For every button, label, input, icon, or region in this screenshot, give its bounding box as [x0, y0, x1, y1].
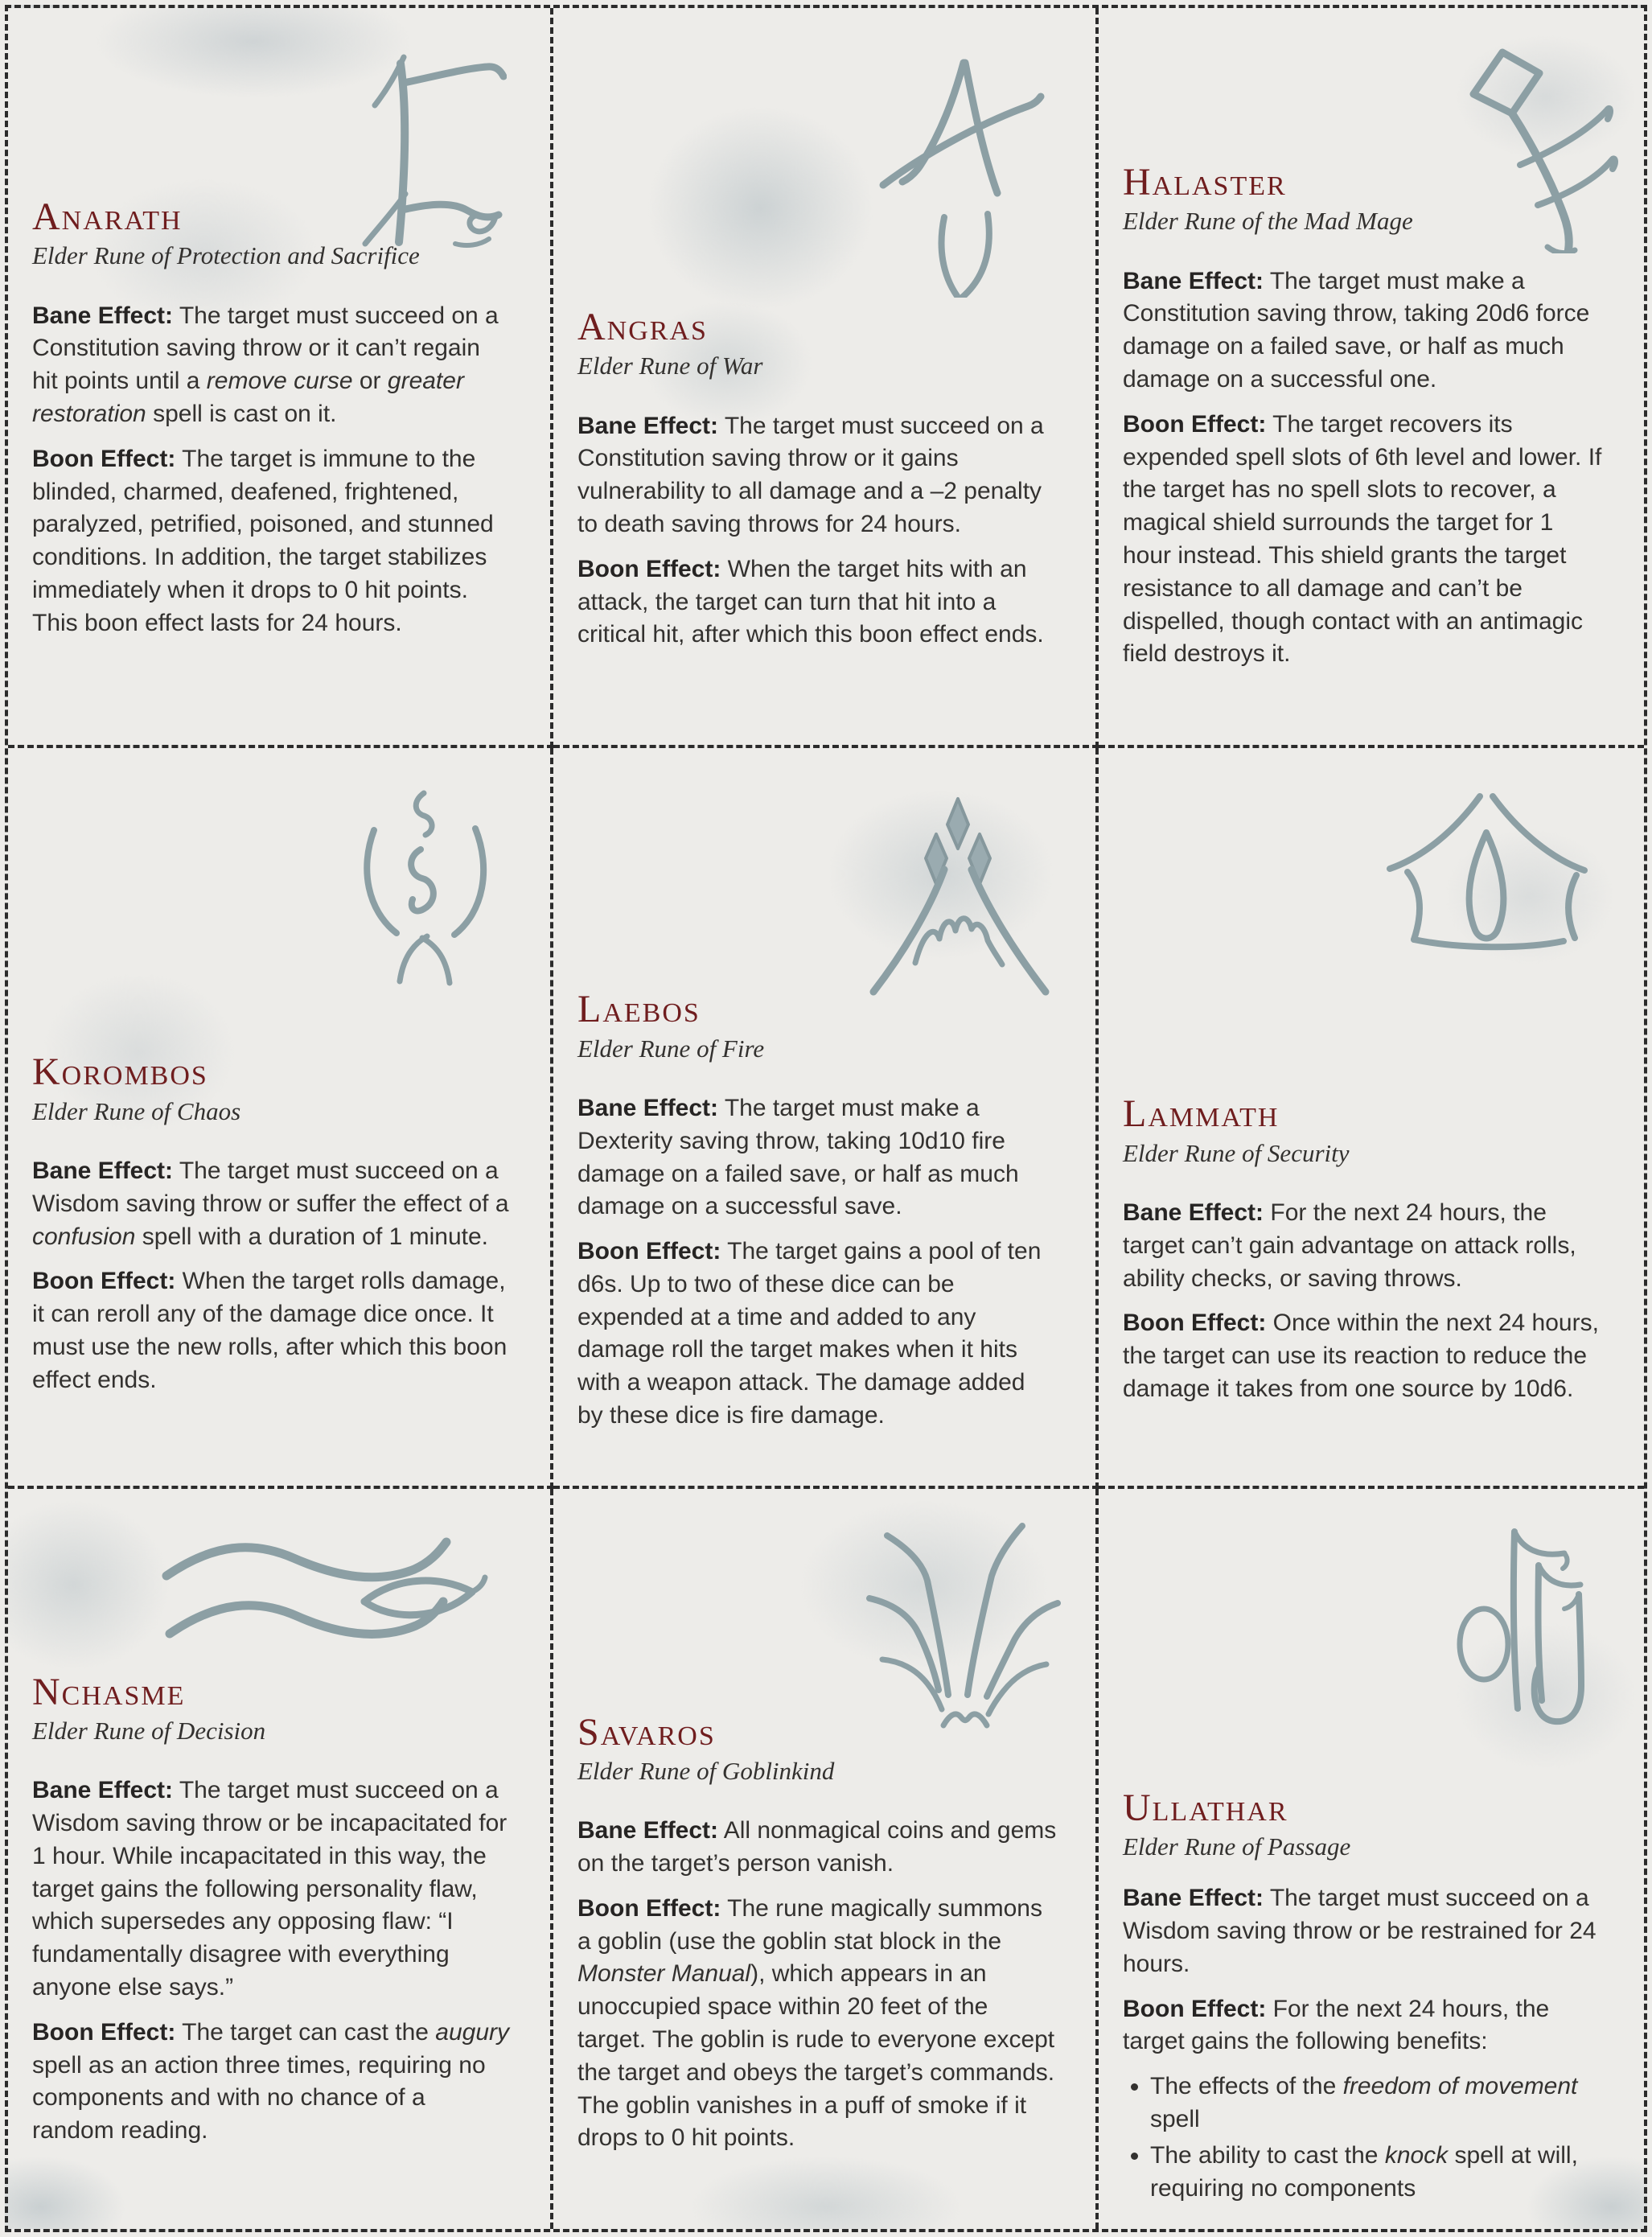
rune-description — [577, 1092, 1057, 1433]
rune-subtitle: Elder Rune of the Mad Mage — [1123, 207, 1413, 236]
rune-card-korombos — [8, 748, 553, 1488]
laebos-rune-icon — [859, 792, 1060, 997]
effect-paragraph: Boon Effect: The target gains a pool of ten d6s. Up to two of these dice can be expended at a time and added to any damage roll the target makes when it hits with a weapon attack. The damage added by these dice is fire damage. — [577, 1238, 1042, 1429]
rune-title: Anarath — [32, 195, 183, 238]
rune-card-halaster — [1099, 8, 1644, 748]
rune-subtitle: Elder Rune of Goblinkind — [577, 1757, 835, 1786]
rune-subtitle: Elder Rune of Passage — [1123, 1832, 1351, 1861]
rune-card-savaros — [553, 1489, 1099, 2229]
rune-subtitle: Elder Rune of War — [577, 352, 763, 380]
rune-title: Lammath — [1123, 1092, 1280, 1136]
effect-paragraph: Bane Effect: The target must succeed on a Wisdom saving throw or be incapacitated for 1 hour. While incapacitated in this way, the target gains the following personality flaw, which supersedes any opposing flaw: “I fundamentally disagree with everything anyone else says.” — [32, 1777, 508, 2001]
effect-paragraph: Boon Effect: When the target hits with an attack, the target can turn that hit into a critical hit, after which this boon effect ends. — [577, 555, 1044, 648]
rune-card-nchasme — [8, 1489, 553, 2229]
effect-paragraph: Bane Effect: The target must make a Dexterity saving throw, taking 10d10 fire damage on a failed save, or half as much damage on a successful save. — [577, 1094, 1019, 1220]
benefit-item: • The effects of the freedom of movement spell — [1150, 2070, 1605, 2136]
rune-description — [32, 300, 512, 640]
rune-title: Angras — [577, 306, 708, 348]
rune-card-ullathar — [1099, 1489, 1644, 2229]
effect-paragraph: Boon Effect: When the target rolls damage, it can reroll any of the damage dice once. It must use the new rolls, after which this boon effect ends. — [32, 1268, 508, 1393]
effect-paragraph: Bane Effect: The target must succeed on a Constitution saving throw or it gains vulnerability to all damage and a –2 penalty to death saving throws for 24 hours. — [577, 412, 1044, 537]
rune-subtitle: Elder Rune of Protection and Sacrifice — [32, 241, 420, 270]
angras-rune-icon — [867, 56, 1064, 298]
rune-title: Laebos — [577, 988, 701, 1031]
rune-subtitle: Elder Rune of Chaos — [32, 1096, 241, 1125]
rune-title: Korombos — [32, 1051, 208, 1094]
rune-title: Ullathar — [1123, 1786, 1288, 1829]
rune-description — [32, 1774, 512, 2148]
effect-paragraph: Bane Effect: The target must succeed on a Wisdom saving throw or suffer the effect of a confusion spell with a duration of 1 minute. — [32, 1157, 509, 1250]
effect-paragraph: Bane Effect: All nonmagical coins and gems on the target’s person vanish. — [577, 1817, 1057, 1877]
effect-paragraph: Boon Effect: The target is immune to the blinded, charmed, deafened, frightened, paralyzed, petrified, poisoned, and stunned conditions. In addition, the target stabilizes immediately when it drops to 0 hit points. This boon effect lasts for 24 hours. — [32, 445, 494, 636]
effect-paragraph: Bane Effect: The target must make a Constitution saving throw, taking 20d6 force damage on a failed save, or half as much damage on a successful one. — [1123, 267, 1590, 393]
rune-title: Nchasme — [32, 1670, 186, 1713]
ullathar-rune-icon — [1457, 1517, 1642, 1754]
rune-description — [577, 1815, 1057, 2155]
benefit-item: • The ability to cast the knock spell at will, requiring no components — [1150, 2140, 1605, 2206]
effect-paragraph: Bane Effect: The target must succeed on a Constitution saving throw or it can’t regain hit points until a remove curse or greater restoration spell is cast on it. — [32, 302, 499, 427]
nchasme-rune-icon — [157, 1521, 531, 1678]
effect-paragraph: Boon Effect: The target recovers its expended spell slots of 6th level and lower. If the target has no spell slots to recover, a magical shield surrounds the target for 1 hour instead. This shield grants the target resistance to all damage and can’t be dispelled, though contact with an antimagic field destroys it. — [1123, 410, 1602, 668]
lammath-rune-icon — [1380, 788, 1593, 965]
rune-card-angras — [553, 8, 1099, 748]
rune-card-grid — [5, 5, 1647, 2232]
rune-subtitle: Elder Rune of Fire — [577, 1034, 765, 1063]
savaros-rune-icon — [863, 1521, 1064, 1734]
effect-paragraph: Bane Effect: For the next 24 hours, the target can’t gain advantage on attack rolls, ability checks, or saving throws. — [1123, 1199, 1576, 1292]
rune-title: Halaster — [1123, 161, 1287, 204]
rune-description — [1123, 1197, 1605, 1406]
rune-subtitle: Elder Rune of Decision — [32, 1717, 266, 1746]
rune-title: Savaros — [577, 1710, 716, 1754]
effect-paragraph: Bane Effect: The target must succeed on a Wisdom saving throw or be restrained for 24 hours. — [1123, 1885, 1597, 1977]
korombos-rune-icon — [342, 788, 511, 997]
rune-card-laebos — [553, 748, 1099, 1488]
rune-description — [1123, 1882, 1605, 2205]
benefit-list — [1128, 2070, 1605, 2205]
effect-paragraph: Boon Effect: The rune magically summons a goblin (use the goblin stat block in the Monster Manual), which appears in an unoccupied space within 20 feet of the target. The goblin is rude to everyone except the target and obeys the target’s commands. The goblin vanishes in a puff of smoke if it drops to 0 hit points. — [577, 1894, 1055, 2152]
rune-description — [577, 410, 1057, 652]
rune-card-anarath — [8, 8, 553, 748]
rune-description — [32, 1155, 512, 1397]
effect-paragraph: Boon Effect: Once within the next 24 hours, the target can use its reaction to reduce the damage it takes from one source by 10d6. — [1123, 1310, 1599, 1402]
effect-paragraph: Boon Effect: For the next 24 hours, the target gains the following benefits: — [1123, 1995, 1550, 2055]
rune-description — [1123, 265, 1605, 672]
rune-card-lammath — [1099, 748, 1644, 1488]
rune-subtitle: Elder Rune of Security — [1123, 1138, 1350, 1167]
effect-paragraph: Boon Effect: The target can cast the augury spell as an action three times, requiring no components and with no chance of a random reading. — [32, 2018, 510, 2144]
